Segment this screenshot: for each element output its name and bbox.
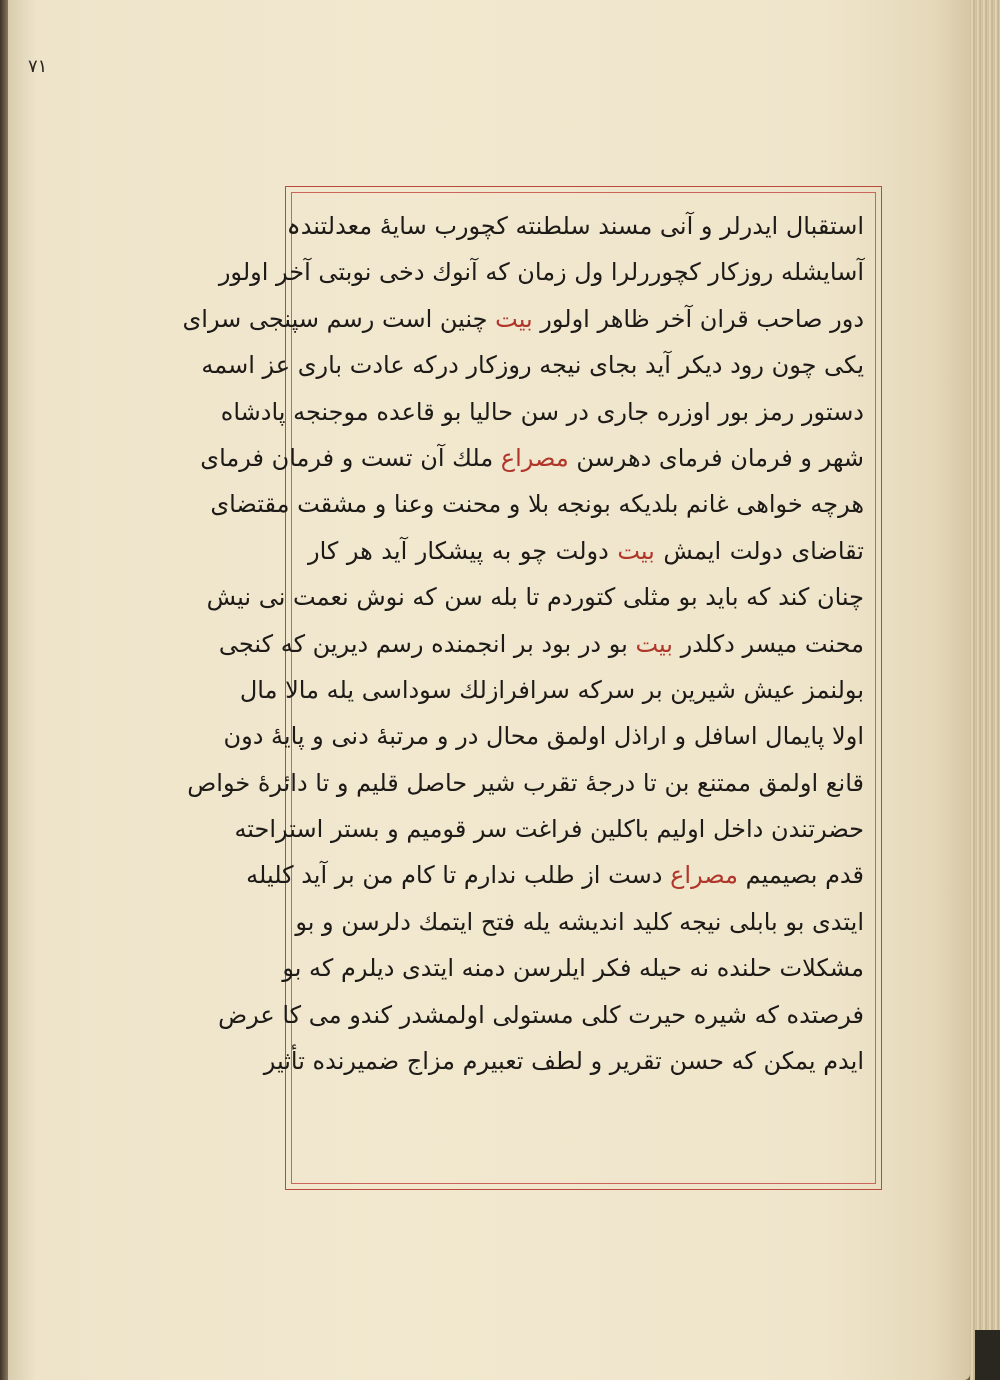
line-text: دستور رمز بور اوزره جاری در سن حالیا بو قاعده موجنجه پادشاه <box>220 397 864 426</box>
text-line <box>246 852 864 898</box>
text-line <box>282 945 864 991</box>
line-text: بولنمز عیش شیرین بر سرکه سرافرازلك سوداسی یله مالا مال <box>239 675 864 704</box>
line-text: اولا پایمال اسافل و اراذل اولمق محال در و مرتبهٔ دنی و پایهٔ دون <box>223 722 864 751</box>
folio-number: ٧١ <box>28 56 48 77</box>
text-line <box>234 806 864 852</box>
text-line <box>200 435 864 481</box>
line-text: چنان کند که باید بو مثلی کتوردم تا بله سن که نوش نعمت نی نیش <box>206 583 864 612</box>
text-line <box>206 574 864 620</box>
rubric-word: بیت <box>495 304 533 333</box>
text-line <box>218 621 864 667</box>
line-text: آسایشله روزکار کچوررلرا ول زمان که آنوك دخی نوبتی آخر اولور <box>218 258 864 287</box>
text-line <box>218 992 864 1038</box>
line-text: چنین است رسم سپنجی سرای <box>182 304 496 333</box>
rubric-word: بیت <box>635 629 673 658</box>
line-text: مشکلات حلنده نه حیله فکر ایلرسن دمنه ایتدی دیلرم که بو <box>282 954 864 983</box>
text-line <box>308 528 864 574</box>
line-text: یکی چون رود دیکر آید بجای نیجه روزکار درکه عادت باری عز اسمه <box>201 351 864 380</box>
line-text: هرچه خواهی غانم بلدیکه بونجه بلا و محنت وعنا و مشقت مقتضای <box>210 490 864 519</box>
rubric-word: مصراع <box>670 861 738 890</box>
text-line <box>263 1038 864 1084</box>
line-text: فرصتده که شیره حیرت کلی مستولی اولمشدر کندو می کا عرض <box>218 1000 864 1029</box>
page-stack-edge <box>970 0 1000 1380</box>
text-line <box>182 296 864 342</box>
text-line <box>295 899 864 945</box>
line-text: تقاضای دولت ایمش <box>654 536 864 565</box>
line-text: دولت چو به پیشکار آید هر کار <box>308 536 618 565</box>
rubric-word: مصراع <box>500 443 569 472</box>
line-text: حضرتندن داخل اولیم باکلین فراغت سر قومیم و بستر استراحته <box>234 815 864 844</box>
corner-shadow <box>975 1330 1000 1380</box>
text-line <box>220 389 864 435</box>
line-text: ملك آن تست و فرمان فرمای <box>200 443 501 472</box>
text-line <box>187 760 864 806</box>
line-text: استقبال ایدرلر و آنی مسند سلطنته کچورب سایهٔ معدلتندہ <box>286 212 864 240</box>
line-text: ایتدی بو بابلی نیجه کلید اندیشه یله فتح ایتمك دلرسن و بو <box>295 907 864 936</box>
line-text: شهر و فرمان فرمای دهرسن <box>568 443 864 472</box>
line-text: قدم بصیمیم <box>737 861 864 890</box>
text-line <box>286 203 864 249</box>
line-text: بو در بود بر انجمنده رسم دیرین که کنجی <box>218 629 636 658</box>
line-text: ایدم یمکن که حسن تقریر و لطف تعبیرم مزاج ضمیرنده تأثیر <box>263 1047 864 1076</box>
binding-gutter <box>0 0 8 1380</box>
text-line <box>201 342 864 388</box>
text-block <box>182 203 864 1084</box>
line-text: محنت میسر دکلدر <box>672 629 864 658</box>
rubric-word: بیت <box>617 536 655 565</box>
text-line <box>218 249 864 295</box>
text-line <box>239 667 864 713</box>
text-line <box>210 481 864 527</box>
line-text: قانع اولمق ممتنع بن تا درجهٔ تقرب شیر حاصل قلیم و تا دائرهٔ خواص <box>187 768 864 797</box>
line-text: دست از طلب ندارم تا کام من بر آید کلیله <box>246 861 671 890</box>
line-text: دور صاحب قران آخر ظاهر اولور <box>532 304 864 333</box>
text-line <box>223 713 864 759</box>
